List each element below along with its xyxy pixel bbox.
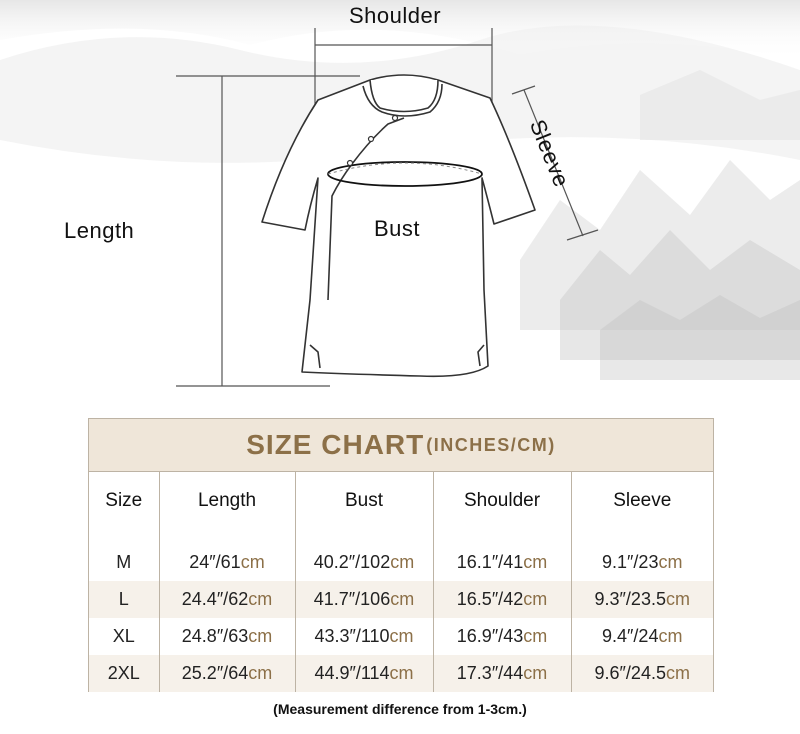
shoulder-cell: 16.1″/41cm bbox=[433, 544, 571, 581]
size-cell: M bbox=[89, 544, 159, 581]
shoulder-cell: 17.3″/44cm bbox=[433, 655, 571, 692]
column-header-sleeve: Sleeve bbox=[571, 472, 713, 530]
bust-cell: 44.9″/114cm bbox=[295, 655, 433, 692]
length-cell: 24.8″/63cm bbox=[159, 618, 295, 655]
table-row bbox=[89, 544, 713, 581]
table-row bbox=[89, 581, 713, 618]
table-spacer bbox=[89, 530, 713, 544]
table-row bbox=[89, 618, 713, 655]
bust-cell: 40.2″/102cm bbox=[295, 544, 433, 581]
table-header-row bbox=[89, 472, 713, 530]
shoulder-cell: 16.5″/42cm bbox=[433, 581, 571, 618]
shoulder-cell: 16.9″/43cm bbox=[433, 618, 571, 655]
size-table bbox=[89, 472, 713, 692]
column-header-bust: Bust bbox=[295, 472, 433, 530]
sleeve-cell: 9.1″/23cm bbox=[602, 552, 683, 572]
measurement-footnote: (Measurement difference from 1-3cm.) bbox=[273, 701, 527, 717]
size-chart-title bbox=[89, 419, 713, 472]
length-cell: 24.4″/62cm bbox=[159, 581, 295, 618]
column-header-length: Length bbox=[159, 472, 295, 530]
sleeve-cell: 9.4″/24cm bbox=[602, 626, 683, 646]
column-header-shoulder: Shoulder bbox=[433, 472, 571, 530]
length-cell: 25.2″/64cm bbox=[159, 655, 295, 692]
shoulder-label: Shoulder bbox=[349, 3, 442, 28]
size-cell: L bbox=[89, 581, 159, 618]
sleeve-cell: 9.6″/24.5cm bbox=[571, 655, 713, 692]
table-row bbox=[89, 655, 713, 692]
bust-label: Bust bbox=[374, 216, 421, 241]
size-chart-title-main: SIZE CHART bbox=[246, 429, 425, 460]
length-cell: 24″/61cm bbox=[159, 544, 295, 581]
bust-cell: 43.3″/110cm bbox=[295, 618, 433, 655]
size-cell: XL bbox=[89, 618, 159, 655]
size-cell: 2XL bbox=[89, 655, 159, 692]
length-label: Length bbox=[64, 218, 135, 243]
size-chart bbox=[88, 418, 714, 692]
column-header-size: Size bbox=[89, 472, 159, 530]
sleeve-cell: 9.3″/23.5cm bbox=[571, 581, 713, 618]
bust-cell: 41.7″/106cm bbox=[295, 581, 433, 618]
sleeve-label: Sleeve bbox=[524, 116, 575, 191]
size-chart-title-unit: (INCHES/CM) bbox=[426, 434, 556, 455]
